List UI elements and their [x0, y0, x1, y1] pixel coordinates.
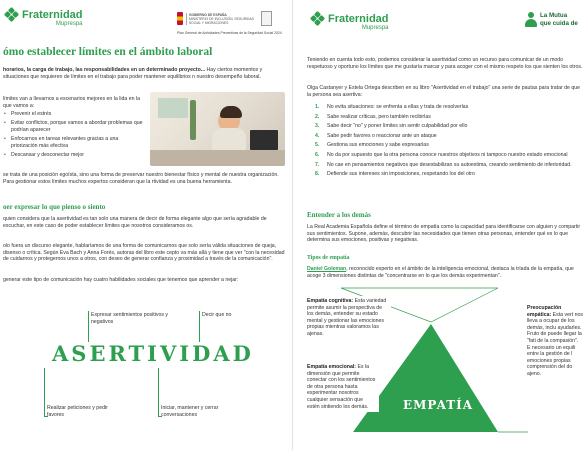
- goleman-link[interactable]: Daniel Goleman: [307, 266, 347, 272]
- gov-label: GOBIERNO DE ESPAÑA: [188, 12, 227, 17]
- list-item: 1. No evita situaciones: se enfrenta a ellas y trata de resolverlas: [315, 104, 469, 110]
- list-item: 4. Sabe pedir favores o reaccionar ante un ataque: [315, 132, 437, 139]
- coat-of-arms-icon: [177, 12, 183, 25]
- section-title: Entender a los demás: [307, 211, 371, 219]
- page-title: ómo establecer límites en el ámbito laboral: [3, 46, 213, 58]
- section-title: oer expresar lo que pienso o siento: [3, 203, 106, 211]
- asertividad-word: ASERTIVIDAD: [52, 341, 254, 366]
- fraternidad-logo-icon: [311, 12, 325, 26]
- list-item: 7. No cae en pensamientos negativos que desestabilizan su autoestima, creando sentimiento de inferioridad.: [315, 161, 572, 168]
- skill-bottom-left: Realizar peticiones y pedir favores: [47, 405, 108, 418]
- skill-top-left: Expresar sentimientos positivos y negativos: [91, 312, 168, 325]
- ministry-label: MINISTERIO DE INCLUSIÓN, SEGURIDAD SOCIAL Y MIGRACIONES: [188, 16, 254, 25]
- brand-sub: Muprespa: [55, 21, 83, 27]
- brand-name: Fraternidad: [328, 13, 389, 25]
- la-mutua-logo: [525, 11, 585, 33]
- partner-line-1: La Mutua: [540, 12, 568, 19]
- brand-logo: [22, 10, 83, 28]
- concern-title: Preocupación empática:: [527, 305, 562, 318]
- emotional-text: Es la dimensión que permite conectar con los sentimientos de otra persona hasta experimentar nosotros cualquier sensación que estén sintiendo los demás.: [307, 364, 376, 410]
- list-item: • Enfocarnos en tareas relevantes gracias a una priorización más efectiva: [4, 136, 144, 149]
- fraternidad-logo-icon: [5, 8, 19, 22]
- gov-badge: [177, 9, 272, 28]
- list-item: 6. No da por supuesto que la otra persona conoce nuestros objetivos ni tampoco nuestro estado emocional: [315, 151, 568, 158]
- list-item: 5. Gestiona sus emociones y sabe expresarlas: [315, 142, 429, 149]
- list-item: • Prevenir el estrés: [4, 111, 144, 118]
- cognitive-empathy-box: [305, 296, 391, 340]
- paragraph-2: se trata de una posición egoísta, sino una forma de preservar nuestro bienestar físico y mental de nuestra organización. Para gestionar estos límites muchos expertos consideran que la rtividad es una buena herramienta.: [3, 172, 279, 185]
- intro-bold: horarios, la carga de trabajo, las responsabilidades en un determinado proyecto...: [3, 67, 206, 73]
- intro-paragraph: Teniendo en cuenta todo esto, podemos considerar la asertividad como un recurso para comunicar de un modo respetuoso y oportuno los límites que me gustaría marcar y para acoger con el mismo respeto los que sienten los otros.: [307, 57, 583, 70]
- goleman-rest: , reconocido experto en el ámbito de la inteligencia emocional, destaca la tríada de la empatía, que acoge 3 dimensiones distintas de "concentrarse en lo que los demás experimentan".: [307, 266, 574, 279]
- seguridad-social-logo-icon: [261, 11, 272, 26]
- brand-name: Fraternidad: [22, 9, 83, 21]
- paragraph-3: quien considera que la asertividad es tan solo una manera de decir de forma elegante algo que sería agradable de escuchar, en este caso de poder establecer límites que nosotros consideramos os.: [3, 216, 267, 229]
- concern-text: Esta vert nos lleva a ocupar de los demás, inclu ayudarles. Fruto de puede llegar la "fati de la compasión". E necesario un equili entre la gestión de l emociones propias comprensión del do ajeno.: [527, 311, 583, 377]
- cognitive-text: Esta variedad permite asumir la perspectiva de los demás, entender su estado mental y gestionar las emociones propias mientras valoramos las ajenas.: [307, 298, 387, 337]
- assertive-steps-list: [315, 104, 583, 181]
- empathic-concern-box: [525, 303, 585, 380]
- paragraph-5: generar este tipo de comunicación hay cuatro habilidades sociales que tenemos que aprender a nejar:: [3, 277, 239, 283]
- goleman-paragraph: [307, 266, 585, 279]
- cognitive-title: Empatía cognitiva:: [307, 298, 354, 304]
- brand-sub: Muprespa: [361, 25, 389, 31]
- list-item: • Evitar conflictos, porque vamos a abordar problemas que podrían aparecer: [4, 120, 144, 133]
- plan-caption: Plan General de Actividades Preventivas de la Seguridad Social 2024: [177, 31, 282, 35]
- list-item: 2. Sabe realizar críticas, pero también recibirlas: [315, 113, 431, 120]
- brand-logo: [328, 14, 389, 32]
- list-item: • Descansar y desconectar mejor: [4, 152, 144, 159]
- skill-bottom-right: Iniciar, mantener y cerrar conversaciones: [161, 405, 219, 418]
- list-item: 8. Defiende sus intereses sin imposiciones, respetando los del otro: [315, 171, 475, 178]
- right-page: [293, 0, 585, 450]
- office-photo: [150, 92, 285, 166]
- list-intro: límites van a llevarnos a escenarios mejores en la lida en la que vamos a:: [3, 96, 140, 109]
- paragraph-4: olo fuera un discurso elegante, hablaríamos de una forma de comunicarnos que solo sería válida situaciones de queja, disenso o crítica. Según Eva Bach y Anna Forés, autoras del libro este cepto va más allá y tiene que ver "con la necesidad de cuidarnos y protegernos unos a otros, con deseo de generar confianza y proximidad a través de la comunicación".: [3, 243, 285, 263]
- pyramid-word: EMPATÍA: [403, 398, 474, 412]
- intro-rest: Hay ciertos momentos y situaciones que requieren de límites en el trabajo para poder mantener equilibrios n nuestro desempeño laboral.: [3, 67, 263, 80]
- skill-top-right: Decir que no: [202, 312, 232, 318]
- emotional-title: Empatía emocional:: [307, 364, 357, 370]
- intro-paragraph: [3, 67, 287, 80]
- subsection-title: Tipos de empatía: [307, 255, 350, 261]
- partner-line-2: que cuida de: [540, 20, 578, 27]
- rae-paragraph: La Real Academia Española define el término de empatía como la capacidad para identificarse con alguien y compartir sus sentimientos. Supone, además, descubrir las necesidades que tienen otras personas, entender qué es lo que determina sus emociones, positivas y negativas.: [307, 224, 581, 244]
- emotional-empathy-box: [305, 362, 379, 412]
- list-item: 3. Sabe decir "no" y poner límites sin sentir culpabilidad por ello: [315, 123, 468, 130]
- benefits-list: [4, 111, 144, 161]
- authors-paragraph: Olga Castanyer y Estela Ortega describen en su libro "Asertividad en el trabajo" una serie de pautas para tratar de que la persona sea asertiva:: [307, 85, 581, 98]
- people-icon: [525, 12, 537, 28]
